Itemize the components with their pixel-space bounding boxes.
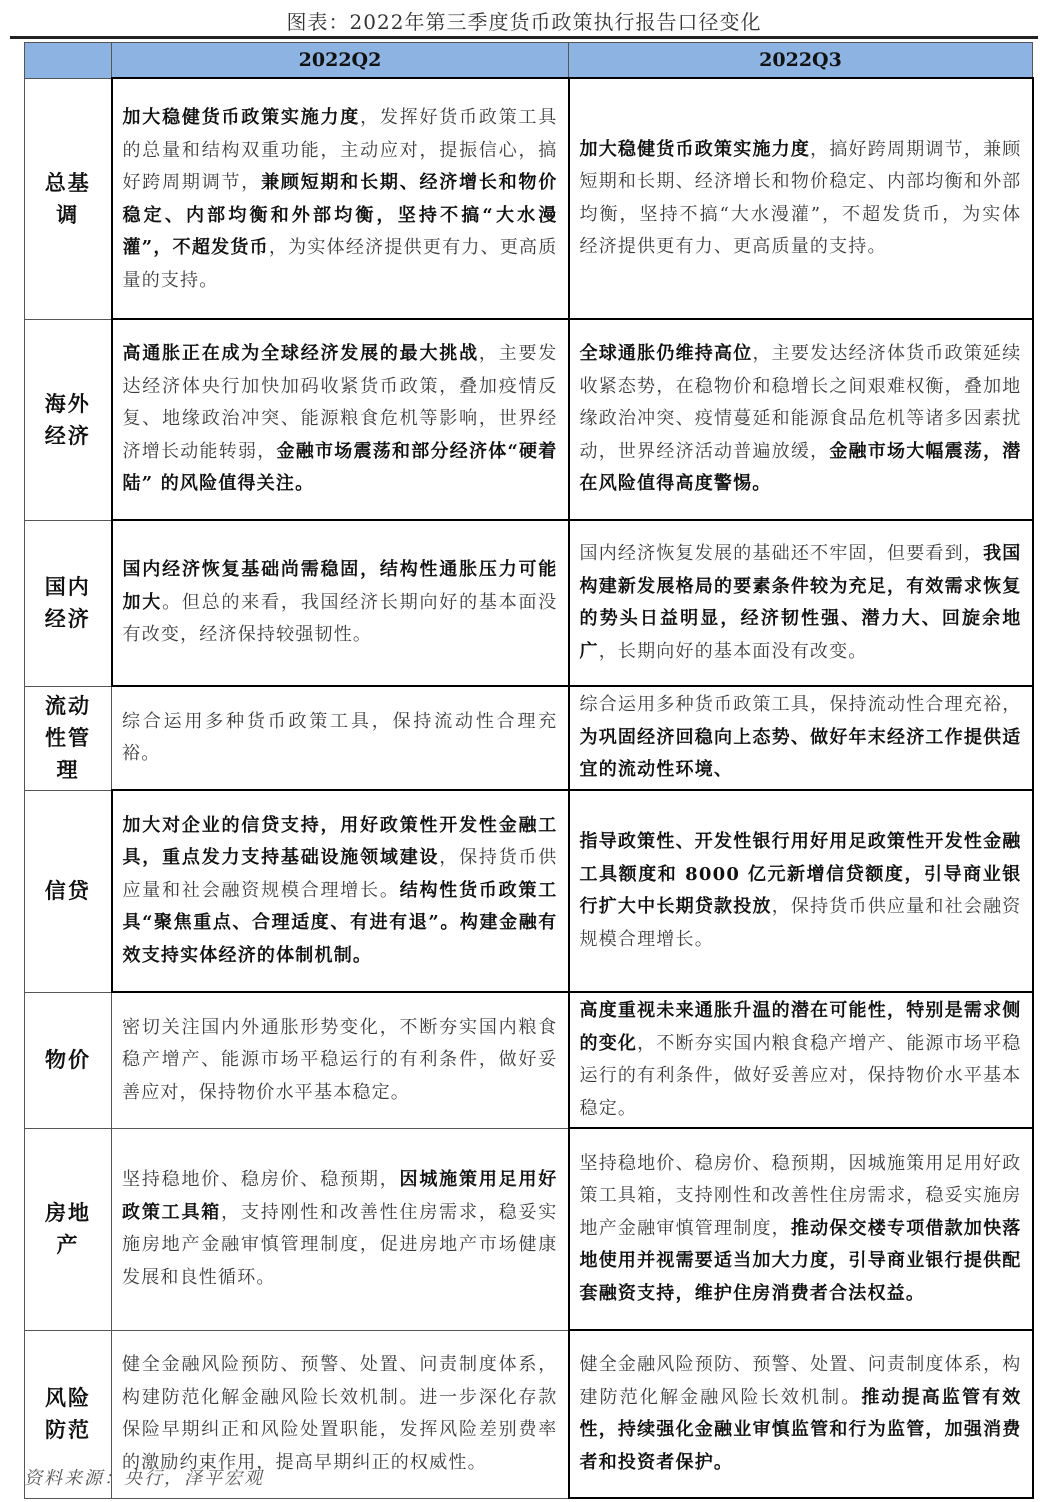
q3-cell — [569, 1128, 1033, 1330]
q2-cell — [112, 78, 569, 319]
body-text: 健全金融风险预防、预警、处置、问责制度体系，构建防范化解金融风险长效机制。 — [579, 1354, 1022, 1408]
body-text: ，主要发达经济体央行加快加码收紧货币政策，叠加疫情反复、地缘政治冲突、能源粮食危机等影响，世界经济增长动能转弱， — [122, 343, 558, 462]
body-text: ，保持货币供应量和社会融资规模合理增长。 — [579, 896, 1022, 950]
bold-text: 高通胀正在成为全球经济发展的最大挑战 — [122, 343, 479, 365]
row-label: 总基调 — [25, 78, 112, 319]
q3-cell — [569, 319, 1033, 520]
source-note: 资料来源：央行，泽平宏观 — [24, 1468, 264, 1489]
body-text: 坚持稳地价、稳房价、稳预期，因城施策用足用好政策工具箱，支持刚性和改善性住房需求，稳妥实施房地产金融审慎管理制度， — [579, 1152, 1022, 1239]
q3-cell — [569, 78, 1033, 319]
q2-cell — [112, 992, 569, 1128]
bold-text: 兼顾短期和长期、经济增长和物价稳定、内部均衡和外部均衡，坚持不搞“大水漫灌”，不超发货币 — [122, 172, 558, 258]
q2-cell — [112, 790, 569, 992]
q3-cell — [569, 992, 1033, 1128]
body-text: ，为实体经济提供更有力、更高质量的支持。 — [122, 237, 558, 291]
body-text: ，支持刚性和改善性住房需求，稳妥实施房地产金融审慎管理制度，促进房地产市场健康发展和良性循环。 — [122, 1201, 558, 1288]
body-text: ，发挥好货币政策工具的总量和结构双重功能，主动应对，提振信心，搞好跨周期调节， — [122, 107, 558, 193]
q3-cell — [569, 790, 1033, 992]
body-text: 综合运用多种货币政策工具，保持流动性合理充裕。 — [122, 710, 558, 764]
q3-cell — [569, 1330, 1033, 1498]
table-caption: 图表：2022年第三季度货币政策执行报告口径变化 — [286, 10, 762, 34]
table-row — [25, 319, 1033, 520]
bold-text: 高度重视未来通胀升温的潜在可能性，特别是需求侧的变化 — [579, 1000, 1022, 1054]
policy-comparison-table — [24, 42, 1034, 1499]
row-label: 国内经济 — [25, 520, 112, 686]
header-q2: 2022Q2 — [112, 43, 569, 79]
q2-cell — [112, 319, 569, 520]
body-text: ，保持货币供应量和社会融资规模合理增长。 — [122, 847, 558, 901]
bold-text: 国内经济恢复基础尚需稳固，结构性通胀压力可能加大 — [122, 559, 558, 613]
table-row — [25, 992, 1033, 1128]
table-row — [25, 790, 1033, 992]
bold-text: 全球通胀仍维持高位 — [579, 343, 753, 365]
body-text: 国内经济恢复发展的基础还不牢固，但要看到， — [579, 543, 984, 564]
header-q3: 2022Q3 — [569, 43, 1033, 79]
bold-text: 推动保交楼专项借款加快落地使用并视需要适当加大力度，引导商业银行提供配套融资支持，维护住房消费者合法权益。 — [579, 1217, 1022, 1304]
header-row — [25, 43, 1033, 79]
bold-text: 加大稳健货币政策实施力度 — [579, 138, 811, 160]
bold-text: 推动提高监管有效性，持续强化金融业审慎监管和行为监管，加强消费者和投资者保护。 — [579, 1386, 1022, 1473]
bold-text: 我国构建新发展格局的要素条件较为充足，有效需求恢复的势头日益明显，经济韧性强、潜力大、回旋余地广 — [579, 543, 1022, 662]
bold-text: 金融市场震荡和部分经济体“硬着陆” 的风险值得关注。 — [122, 440, 558, 495]
body-text: ，不断夯实国内粮食稳产增产、能源市场平稳运行的有利条件，做好妥善应对，保持物价水平基本稳定。 — [579, 1032, 1022, 1119]
table-row — [25, 686, 1033, 790]
body-text: ，主要发达经济体货币政策延续收紧态势，在稳物价和稳增长之间艰难权衡，叠加地缘政治冲突、疫情蔓延和能源食品危机等诸多因素扰动，世界经济活动普遍放缓， — [579, 343, 1022, 462]
row-label: 信贷 — [25, 790, 112, 992]
q3-cell — [569, 686, 1033, 790]
table-row — [25, 520, 1033, 686]
top-rule — [10, 36, 1038, 39]
body-text: ，长期向好的基本面没有改变。 — [598, 640, 868, 662]
bold-text: 因城施策用足用好政策工具箱 — [122, 1169, 558, 1223]
body-text: 综合运用多种货币政策工具，保持流动性合理充裕， — [579, 694, 1022, 716]
row-label: 流动性管理 — [25, 686, 112, 790]
bold-text: 指导政策性、开发性银行用好用足政策性开发性金融工具额度和 8000 亿元新增信贷额度，引导商业银行扩大中长期贷款投放 — [579, 831, 1022, 917]
q2-cell — [112, 1128, 569, 1330]
bold-text: 结构性货币政策工具“聚焦重点、合理适度、有进有退”。构建金融有效支持实体经济的体制机制。 — [122, 879, 558, 966]
body-text: ，搞好跨周期调节，兼顾短期和长期、经济增长和物价稳定、内部均衡和外部均衡，坚持不搞“大水漫灌”，不超发货币，为实体经济提供更有力、更高质量的支持。 — [579, 138, 1022, 257]
q2-cell — [112, 686, 569, 790]
body-text: 密切关注国内外通胀形势变化，不断夯实国内粮食稳产增产、能源市场平稳运行的有利条件，做好妥善应对，保持物价水平基本稳定。 — [122, 1016, 558, 1103]
header-corner — [25, 43, 112, 79]
row-label: 房地产 — [25, 1128, 112, 1330]
row-label: 海外经济 — [25, 319, 112, 520]
q3-cell — [569, 520, 1033, 686]
row-label: 物价 — [25, 992, 112, 1128]
bold-text: 加大稳健货币政策实施力度 — [122, 107, 361, 128]
bold-text: 为巩固经济回稳向上态势、做好年末经济工作提供适宜的流动性环境、 — [579, 726, 1022, 781]
body-text: 。但总的来看，我国经济长期向好的基本面没有改变，经济保持较强韧性。 — [122, 591, 558, 646]
row-label: 风险防范 — [25, 1330, 112, 1498]
bold-text: 加大对企业的信贷支持，用好政策性开发性金融工具，重点发力支持基础设施领域建设 — [122, 814, 558, 869]
table-row — [25, 78, 1033, 319]
table-row — [25, 1128, 1033, 1330]
bold-text: 金融市场大幅震荡，潜在风险值得高度警惕。 — [579, 440, 1022, 495]
q2-cell — [112, 520, 569, 686]
body-text: 健全金融风险预防、预警、处置、问责制度体系，构建防范化解金融风险长效机制。进一步深化存款保险早期纠正和风险处置职能，发挥风险差别费率的激励约束作用，提高早期纠正的权威性。 — [122, 1354, 558, 1473]
body-text: 坚持稳地价、稳房价、稳预期， — [122, 1169, 400, 1190]
